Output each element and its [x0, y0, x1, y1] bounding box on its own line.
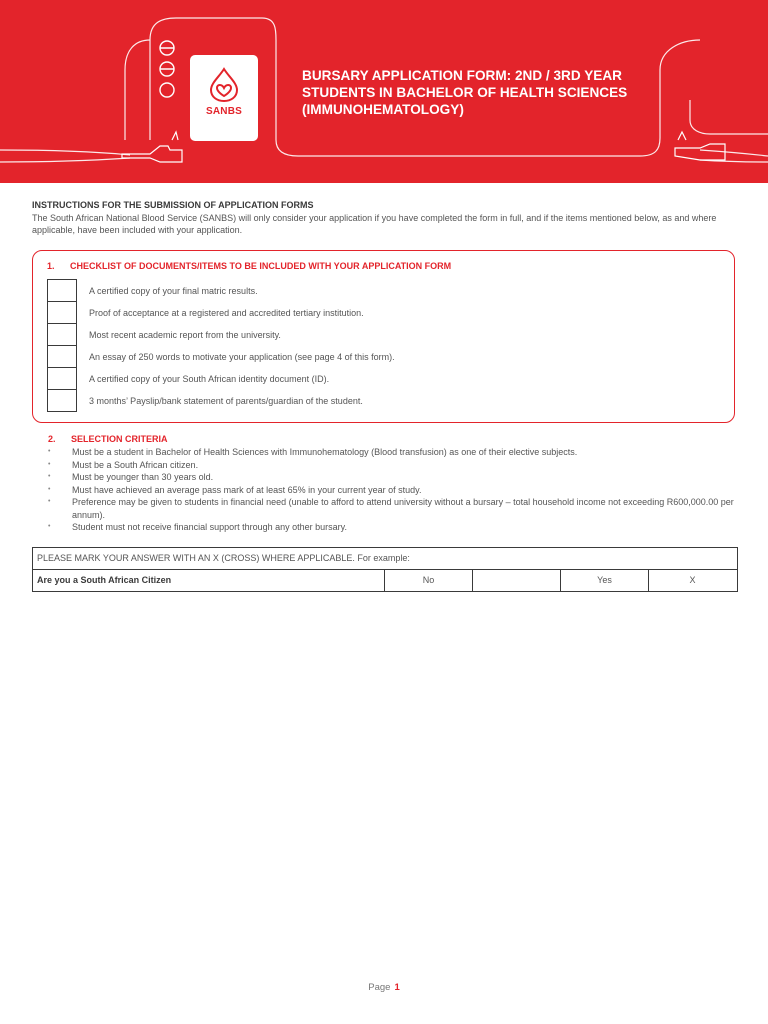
section-number: 1. [47, 261, 55, 271]
yes-label-cell: Yes [561, 570, 649, 591]
logo-text: SANBS [205, 106, 242, 117]
checkbox[interactable] [48, 324, 76, 346]
list-item: • Student must not receive financial support through any other bursary. [48, 521, 760, 534]
no-answer-cell[interactable] [473, 570, 561, 591]
checkbox[interactable] [48, 390, 76, 411]
yes-answer-cell[interactable]: X [689, 575, 696, 585]
instructions-heading: INSTRUCTIONS FOR THE SUBMISSION OF APPLICATION FORMS [32, 200, 314, 210]
checklist-items [89, 280, 395, 412]
title-line: STUDENTS IN BACHELOR OF HEALTH SCIENCES [302, 85, 628, 100]
sanbs-logo [190, 55, 258, 141]
list-item: 3 months’ Payslip/bank statement of parents/guardian of the student. [89, 396, 363, 406]
checklist-heading [47, 261, 451, 271]
section-number: 2. [48, 434, 56, 444]
list-item: An essay of 250 words to motivate your application (see page 4 of this form). [89, 352, 395, 362]
checkbox[interactable] [48, 346, 76, 368]
no-label-cell: No [385, 570, 473, 591]
title-line: (IMMUNOHEMATOLOGY) [302, 102, 464, 117]
section-title: SELECTION CRITERIA [71, 434, 168, 444]
example-answer-table [32, 547, 738, 592]
title-line: BURSARY APPLICATION FORM: 2ND / 3RD YEAR [302, 68, 622, 83]
list-item: • Preference may be given to students in financial need (unable to afford to attend university without a bursary – total household income not exceeding R600,000.00 per annum). [48, 496, 760, 521]
list-item: Most recent academic report from the university. [89, 330, 281, 340]
page-label: Page [368, 982, 391, 993]
page-title [302, 67, 662, 118]
instructions-body: The South African National Blood Service (SANBS) will only consider your application if you have completed the form in full, and if the items mentioned below, as and where applicable, have been included with your application. [32, 213, 717, 235]
checkbox[interactable] [48, 368, 76, 390]
selection-criteria-list [48, 446, 760, 534]
criteria-heading [48, 434, 168, 444]
checkbox-column [47, 279, 77, 412]
table-row [33, 570, 737, 591]
page-number [0, 982, 768, 993]
list-item: • Must have achieved an average pass mark of at least 65% in your current year of study. [48, 484, 760, 497]
list-item: • Must be a student in Bachelor of Health Sciences with Immunohematology (Blood transfusion) as one of their elective subjects. [48, 446, 760, 459]
header-banner [0, 0, 768, 183]
list-item: • Must be a South African citizen. [48, 459, 760, 472]
list-item: A certified copy of your South African identity document (ID). [89, 374, 330, 384]
page-number-value: 1 [394, 982, 400, 993]
checkbox[interactable] [48, 280, 76, 302]
checklist-section [32, 250, 735, 423]
blood-drop-heart-icon [207, 67, 241, 103]
list-item: • Must be younger than 30 years old. [48, 471, 760, 484]
section-title: CHECKLIST OF DOCUMENTS/ITEMS TO BE INCLUDED WITH YOUR APPLICATION FORM [70, 261, 452, 271]
question-cell: Are you a South African Citizen [33, 570, 385, 591]
checkbox[interactable] [48, 302, 76, 324]
list-item: A certified copy of your final matric results. [89, 286, 258, 296]
table-instruction: PLEASE MARK YOUR ANSWER WITH AN X (CROSS) WHERE APPLICABLE. For example: [33, 548, 737, 570]
list-item: Proof of acceptance at a registered and accredited tertiary institution. [89, 308, 364, 318]
